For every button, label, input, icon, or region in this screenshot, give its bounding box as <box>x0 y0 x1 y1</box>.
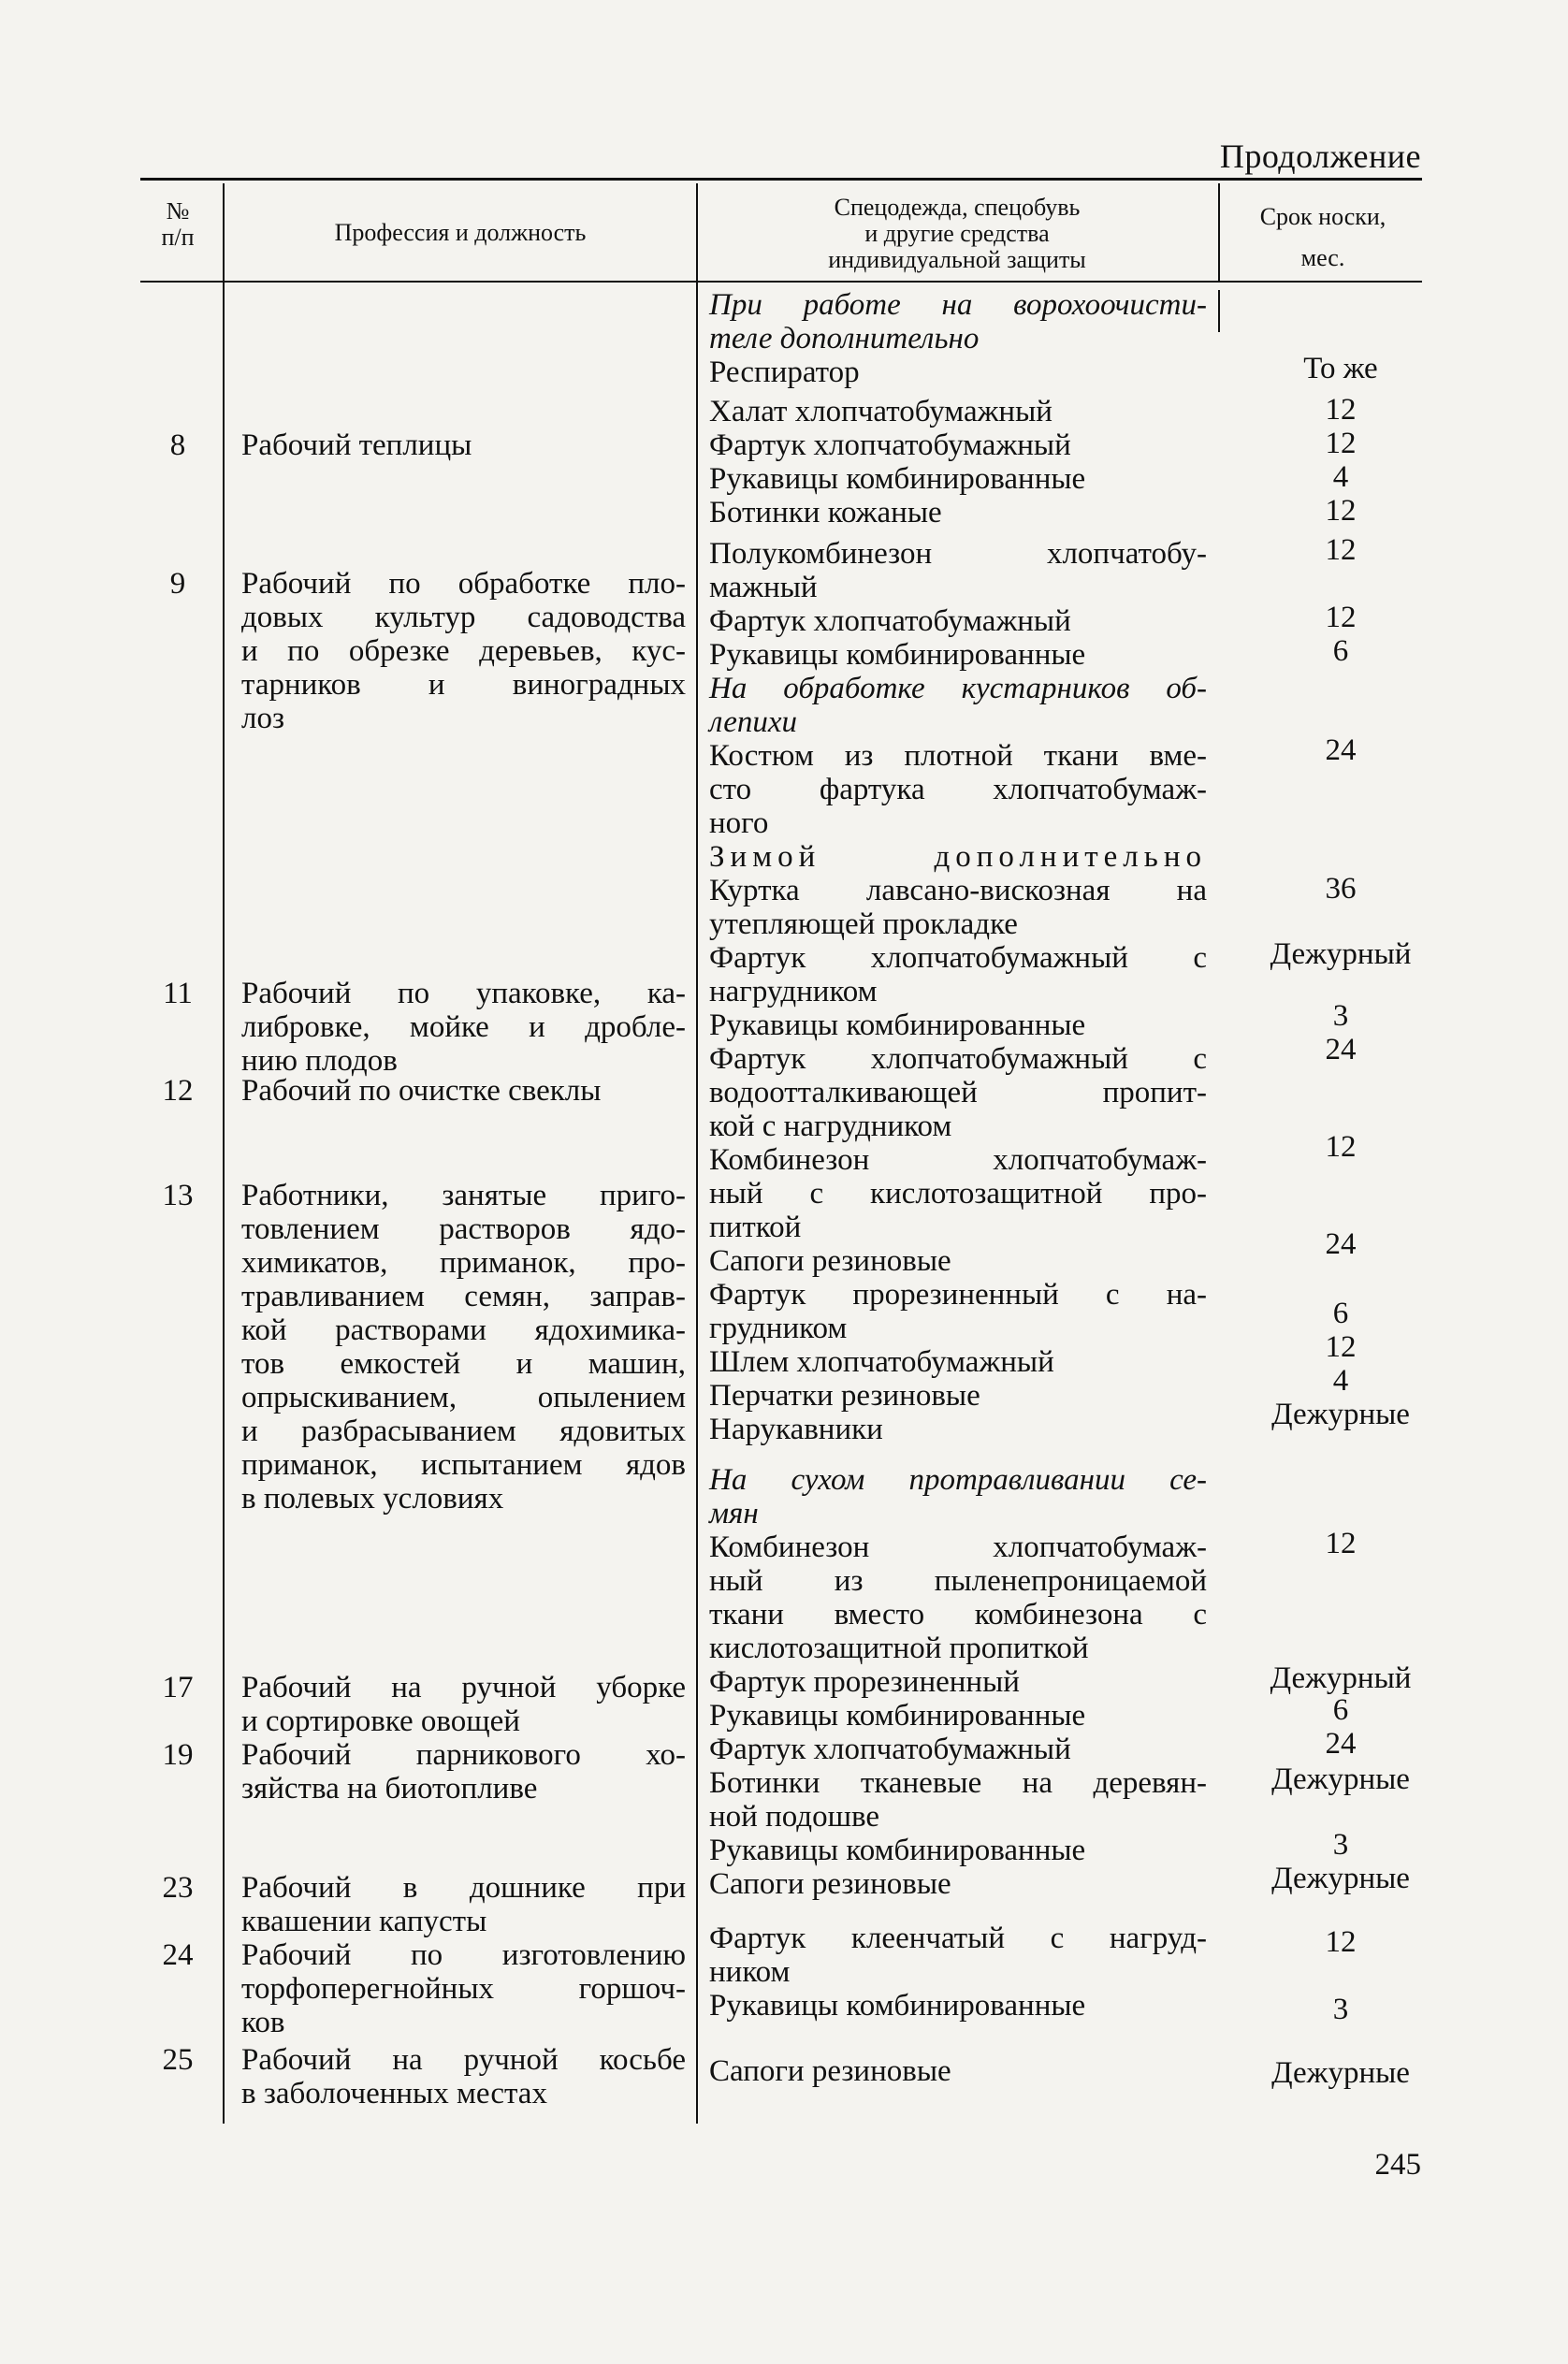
term-value: Дежурные <box>1271 2056 1410 2090</box>
profession-cell <box>241 1871 686 1938</box>
column-rule-1 <box>223 183 225 2124</box>
ppe-line: Рукавицы комбинированные <box>709 1008 1086 1042</box>
header-ppe-line3: индивидуальной защиты <box>828 246 1086 273</box>
ppe-line: Рукавицы комбинированные <box>709 638 1086 672</box>
term-value: 6 <box>1332 1693 1349 1727</box>
profession-line: Рабочий на ручной уборке <box>241 1671 686 1704</box>
profession-line: Рабочий по очистке свеклы <box>241 1074 602 1108</box>
row-num: 23 <box>162 1871 194 1905</box>
profession-line: либровке, мойке и дробле- <box>241 1010 686 1044</box>
profession-line: торфоперегнойных горшоч- <box>241 1972 686 2006</box>
ppe-line: Халат хлопчатобумажный <box>709 395 1053 428</box>
ppe-line: питкой <box>709 1211 802 1244</box>
profession-line: зяйства на биотопливе <box>241 1772 538 1806</box>
ppe-line: ного <box>709 806 769 840</box>
ppe-line: Сапоги резиновые <box>709 1867 951 1901</box>
ppe-cell <box>709 840 1207 1446</box>
profession-line: квашении капусты <box>241 1905 487 1938</box>
profession-line: кой растворами ядохимика- <box>241 1313 686 1347</box>
profession-line: и разбрасыванием ядовитых <box>241 1414 686 1448</box>
ppe-line: Комбинезон хлопчатобумаж- <box>709 1143 1207 1177</box>
term-value: 12 <box>1325 427 1357 460</box>
profession-cell <box>241 1938 686 2039</box>
row-num: 8 <box>169 428 186 462</box>
header-profession: Профессия и должность <box>334 219 587 246</box>
header-ppe <box>700 195 1214 273</box>
term-value: 6 <box>1332 1297 1349 1330</box>
ppe-line: нагрудником <box>709 975 878 1008</box>
ppe-line: кислотозащитной пропиткой <box>709 1632 1089 1665</box>
term-value: Дежурный <box>1270 937 1412 971</box>
ppe-line: ткани вместо комбинезона с <box>709 1598 1207 1632</box>
profession-line: Рабочий по упаковке, ка- <box>241 977 686 1010</box>
ppe-line: утепляющей прокладке <box>709 907 1018 941</box>
term-value: 12 <box>1325 533 1357 567</box>
ppe-line: Рукавицы комбинированные <box>709 462 1086 496</box>
term-value: 12 <box>1325 1925 1357 1959</box>
ppe-line: Фартук хлопчатобумажный <box>709 1733 1071 1766</box>
profession-line: Рабочий в дошнике при <box>241 1871 686 1905</box>
term-value: 3 <box>1332 1828 1349 1862</box>
term-value: Дежурные <box>1271 1862 1410 1895</box>
profession-cell <box>241 428 686 462</box>
ppe-line: Фартук хлопчатобумажный с <box>709 941 1207 975</box>
profession-line: опрыскиванием, опылением <box>241 1381 686 1414</box>
profession-line: Рабочий парникового хо- <box>241 1738 686 1772</box>
profession-line: Работники, занятые приго- <box>241 1179 686 1212</box>
ppe-line: Рукавицы комбинированные <box>709 1834 1086 1867</box>
term-value: 4 <box>1332 460 1349 494</box>
page-number: 245 <box>1374 2148 1421 2182</box>
profession-cell <box>241 1738 686 1806</box>
header-num-line2: п/п <box>161 224 195 251</box>
ppe-line: Рукавицы комбинированные <box>709 1699 1086 1733</box>
profession-cell <box>241 2043 686 2110</box>
ppe-line: лепихи <box>709 705 798 739</box>
ppe-line: Респиратор <box>709 355 860 389</box>
header-num <box>140 198 215 251</box>
row-num: 17 <box>162 1671 194 1704</box>
profession-line: тарников и виноградных <box>241 668 686 702</box>
profession-cell <box>241 977 686 1078</box>
ppe-cell <box>709 1463 1207 1901</box>
ppe-line: кой с нагрудником <box>709 1109 952 1143</box>
row-num: 11 <box>163 977 193 1010</box>
table-top-rule <box>140 178 1422 181</box>
term-value: 4 <box>1332 1364 1349 1398</box>
ppe-line: Куртка лавсано-вискозная на <box>709 874 1207 907</box>
profession-line: химикатов, приманок, про- <box>241 1246 686 1280</box>
ppe-line: ный из пыленепроницаемой <box>709 1564 1207 1598</box>
ppe-line: На обработке кустарников об- <box>709 672 1207 705</box>
ppe-line: мажный <box>709 571 818 604</box>
term-value: 24 <box>1325 1727 1357 1761</box>
ppe-line: Ботинки кожаные <box>709 496 942 529</box>
term-value: 24 <box>1325 1227 1357 1261</box>
profession-line: довых культур садоводства <box>241 601 686 634</box>
ppe-line: Фартук хлопчатобумажный с <box>709 1042 1207 1076</box>
profession-line: в полевых условиях <box>241 1482 504 1516</box>
term-value: 24 <box>1325 1033 1357 1066</box>
ppe-line: Фартук прорезиненный <box>709 1665 1020 1699</box>
ppe-line: Фартук хлопчатобумажный <box>709 428 1071 462</box>
row-num: 25 <box>162 2043 194 2077</box>
ppe-line: Костюм из плотной ткани вме- <box>709 739 1207 773</box>
term-value: 6 <box>1332 634 1349 668</box>
profession-line: нию плодов <box>241 1044 398 1078</box>
column-rule-2 <box>696 183 698 2124</box>
ppe-line: грудником <box>709 1312 848 1345</box>
header-term <box>1224 204 1422 271</box>
column-rule-3b <box>1218 290 1220 332</box>
column-rule-3 <box>1218 183 1220 281</box>
term-value: 12 <box>1325 393 1357 427</box>
ppe-line: Зимой дополнительно <box>709 840 1207 874</box>
ppe-line: теле дополнительно <box>709 322 980 355</box>
ppe-line: водоотталкивающей пропит- <box>709 1076 1207 1109</box>
term-value: 3 <box>1332 1993 1349 2026</box>
term-value: 12 <box>1325 1330 1357 1364</box>
row-num: 12 <box>162 1074 194 1108</box>
term-value: То же <box>1303 352 1378 385</box>
ppe-line: ником <box>709 1955 791 1989</box>
profession-line: ков <box>241 2006 285 2039</box>
ppe-cell <box>709 395 1207 529</box>
ppe-line: Фартук хлопчатобумажный <box>709 604 1071 638</box>
ppe-line: Нарукавники <box>709 1413 883 1446</box>
ppe-line: Ботинки тканевые на деревян- <box>709 1766 1207 1800</box>
profession-cell <box>241 567 686 735</box>
profession-line: тов емкостей и машин, <box>241 1347 686 1381</box>
term-value: 12 <box>1325 1130 1357 1164</box>
header-bottom-rule <box>140 281 1422 283</box>
ppe-line: Комбинезон хлопчатобумаж- <box>709 1530 1207 1564</box>
ppe-line: Полукомбинезон хлопчатобу- <box>709 537 1207 571</box>
row-num: 13 <box>162 1179 194 1212</box>
profession-line: Рабочий на ручной косьбе <box>241 2043 686 2077</box>
ppe-line: Рукавицы комбинированные <box>709 1989 1086 2023</box>
term-value: 24 <box>1325 733 1357 767</box>
profession-cell <box>241 1179 686 1516</box>
term-value: Дежурные <box>1271 1762 1410 1796</box>
ppe-line: Перчатки резиновые <box>709 1379 980 1413</box>
ppe-line: Шлем хлопчатобумажный <box>709 1345 1054 1379</box>
term-value: 12 <box>1325 601 1357 634</box>
profession-line: травливанием семян, заправ- <box>241 1280 686 1313</box>
ppe-line: При работе на ворохоочисти- <box>709 288 1207 322</box>
term-value: 12 <box>1325 494 1357 528</box>
ppe-line: На сухом протравливании се- <box>709 1463 1207 1497</box>
ppe-cell <box>709 1922 1207 2023</box>
ppe-cell <box>709 537 1207 840</box>
profession-cell <box>241 1074 686 1108</box>
ppe-line: сто фартука хлопчатобумаж- <box>709 773 1207 806</box>
ppe-cell <box>709 2054 1207 2088</box>
ppe-line: Фартук клеенчатый с нагруд- <box>709 1922 1207 1955</box>
term-value: 3 <box>1332 999 1349 1033</box>
term-value: 12 <box>1325 1527 1357 1560</box>
profession-line: Рабочий по изготовлению <box>241 1938 686 1972</box>
profession-line: лоз <box>241 702 285 735</box>
term-value: 36 <box>1325 872 1357 906</box>
ppe-line: Сапоги резиновые <box>709 2054 951 2088</box>
ppe-line: мян <box>709 1497 759 1530</box>
ppe-line: Сапоги резиновые <box>709 1244 951 1278</box>
header-num-line1: № <box>166 197 190 225</box>
header-ppe-line2: и другие средства <box>864 220 1050 247</box>
header-term-line2: мес. <box>1300 244 1345 271</box>
profession-line: Рабочий теплицы <box>241 428 472 462</box>
profession-line: в заболоченных местах <box>241 2077 547 2110</box>
profession-line: приманок, испытанием ядов <box>241 1448 686 1482</box>
profession-line: и сортировке овощей <box>241 1704 520 1738</box>
continuation-label: Продолжение <box>1219 138 1421 175</box>
row-num: 19 <box>162 1738 194 1772</box>
profession-line: и по обрезке деревьев, кус- <box>241 634 686 668</box>
row-num: 9 <box>169 567 186 601</box>
profession-line: Рабочий по обработке пло- <box>241 567 686 601</box>
profession-cell <box>241 1671 686 1738</box>
term-value: Дежурный <box>1270 1661 1412 1695</box>
ppe-cell <box>709 288 1207 389</box>
term-value: Дежурные <box>1271 1398 1410 1431</box>
ppe-line: Фартук прорезиненный с на- <box>709 1278 1207 1312</box>
header-term-line1: Срок носки, <box>1259 203 1387 230</box>
ppe-line: ный с кислотозащитной про- <box>709 1177 1207 1211</box>
row-num: 24 <box>162 1938 194 1972</box>
header-ppe-line1: Спецодежда, спецобувь <box>834 194 1081 221</box>
ppe-line: ной подошве <box>709 1800 880 1834</box>
profession-line: товлением растворов ядо- <box>241 1212 686 1246</box>
